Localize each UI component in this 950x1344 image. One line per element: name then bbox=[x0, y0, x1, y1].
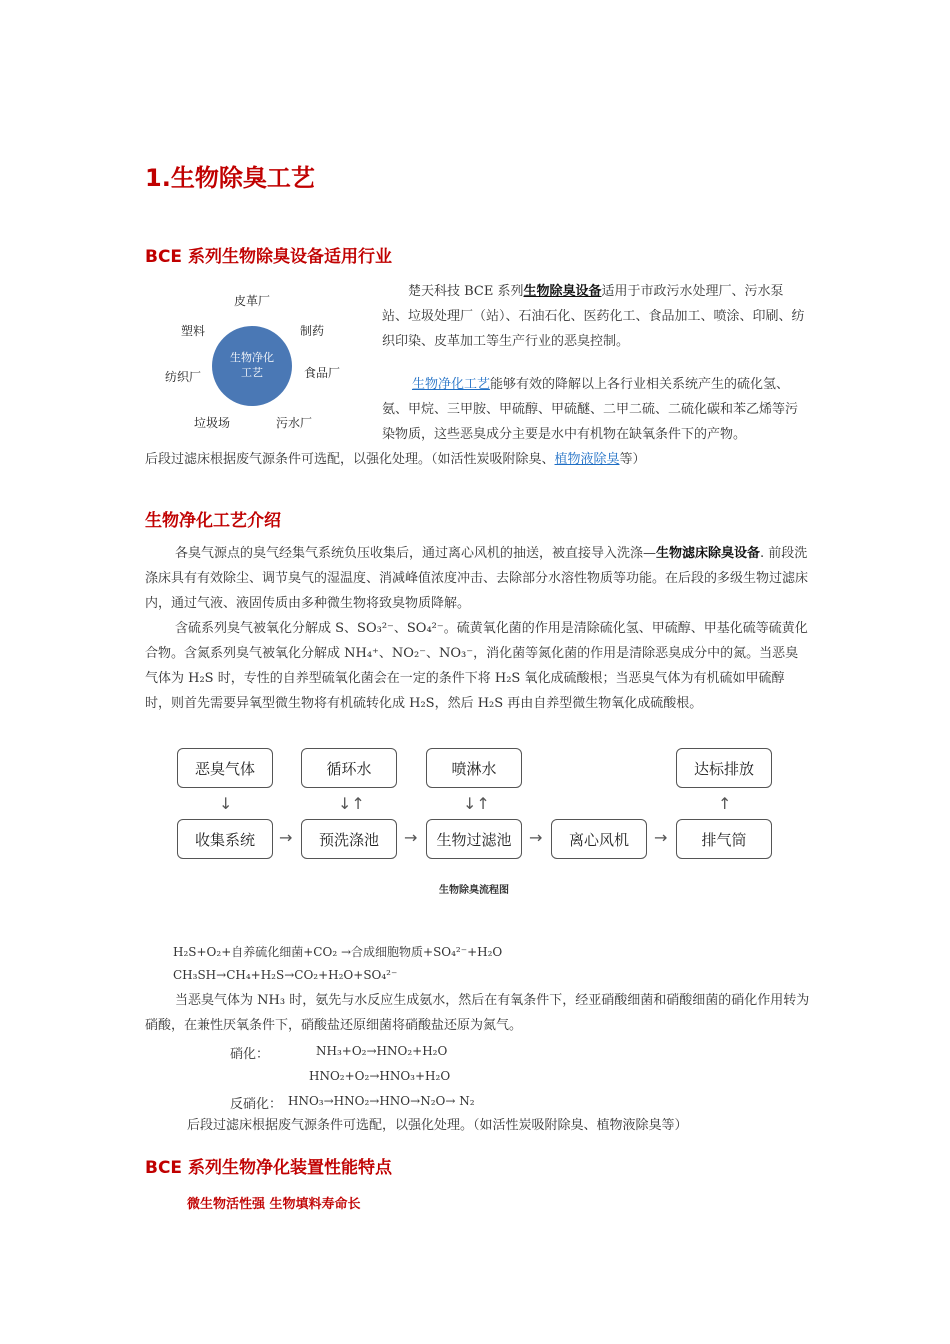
section-heading-features: BCE 系列生物净化装置性能特点 bbox=[145, 1158, 392, 1178]
denitrification-label: 反硝化： bbox=[230, 1097, 283, 1112]
diagram-item: 皮革厂 bbox=[234, 294, 271, 308]
section-heading-process-intro: 生物净化工艺介绍 bbox=[145, 511, 281, 531]
nitrification-label: 硝化： bbox=[230, 1047, 270, 1062]
process-intro-paragraph: 各臭气源点的臭气经集气系统负压收集后，通过离心风机的抽送，被直接导入洗涤—生物滤床除臭设备. 前段洗涤床具有有效除尘、调节臭气的湿温度、消减峰值浓度冲击、去除部分水溶性物质等功能。在后段的多级生物过滤床内，通过气液、液固传质由多种微生物将致臭物质降解。 bbox=[145, 546, 809, 611]
feature-line: 微生物活性强 生物填料寿命长 bbox=[187, 1197, 361, 1212]
diagram-item: 食品厂 bbox=[304, 366, 341, 380]
diagram-center-label: 生物净化工艺 bbox=[230, 351, 274, 379]
arrow-right-icon: → bbox=[404, 828, 418, 847]
nitrification-formula-2: HNO₂+O₂→HNO₃+H₂O bbox=[309, 1069, 451, 1083]
industries-paragraph: 楚天科技 BCE 系列生物除臭设备适用于市政污水处理厂、污水泵站、垃圾处理厂（站）、石油石化、医药化工、食品加工、喷涂、印刷、纺织印染、皮革加工等生产行业的恶臭控制。 bbox=[382, 284, 805, 349]
bio-filter-equipment-term: 生物滤床除臭设备 bbox=[656, 546, 761, 561]
ammonia-paragraph: 当恶臭气体为 NH₃ 时，氨先与水反应生成氨水，然后在有氧条件下，经亚硝酸细菌和硝酸细菌的硝化作用转为硝酸，在兼性厌氧条件下，硝酸盐还原细菌将硝酸盐还原为氮气。 bbox=[145, 993, 810, 1033]
flow-box-odor-gas: 恶臭气体 bbox=[177, 748, 273, 788]
flow-box-stack: 排气筒 bbox=[676, 819, 772, 859]
flow-box-spray-water: 喷淋水 bbox=[426, 748, 522, 788]
flow-caption: 生物除臭流程图 bbox=[439, 885, 509, 896]
arrow-right-icon: → bbox=[279, 828, 293, 847]
flow-box-prewash: 预洗涤池 bbox=[301, 819, 397, 859]
arrow-down-icon: ↓ bbox=[219, 794, 233, 813]
diagram-item: 制药 bbox=[300, 324, 325, 338]
oxidation-paragraph: 含硫系列臭气被氧化分解成 S、SO₃²⁻、SO₄²⁻。硫黄氧化菌的作用是清除硫化氢、甲硫醇、甲基化硫等硫黄化合物。含氮系列臭气被氧化分解成 NH₄⁺、NO₂⁻、NO₃⁻，消化菌等氮化菌的作用是清除恶臭成分中的氮。当恶臭气体为 H₂S 时，专性的自养型硫氧化菌会在一定的条件下将 H₂S 氧化成硫酸根；当恶臭气体为有机硫如甲硫醇时，则首先需要异氧型微生物将有机硫转化成 H₂S，然后 H₂S 再由自养型微生物氧化成硫酸根。 bbox=[145, 621, 808, 711]
arrow-down-up-icon: ↓↑ bbox=[463, 794, 490, 813]
nitrification-formula-1: NH₃+O₂→HNO₂+H₂O bbox=[316, 1044, 448, 1058]
arrow-down-up-icon: ↓↑ bbox=[338, 794, 365, 813]
diagram-item: 垃圾场 bbox=[194, 416, 231, 430]
denitrification-formula: HNO₃→HNO₂→HNO→N₂O→ N₂ bbox=[288, 1094, 475, 1108]
diagram-item: 塑料 bbox=[181, 324, 206, 338]
process-paragraph: 生物净化工艺能够有效的降解以上各行业相关系统产生的硫化氢、氨、甲烷、三甲胺、甲硫醇、甲硫醚、二甲二硫、二硫化碳和苯乙烯等污染物质，这些恶臭成分主要是水中有机物在缺氧条件下的产物。 bbox=[382, 377, 799, 442]
arrow-right-icon: → bbox=[654, 828, 668, 847]
formula-h2s: H₂S+O₂+自养硫化细菌+CO₂ →合成细胞物质+SO₄²⁻+H₂O bbox=[173, 945, 503, 959]
bio-purification-link[interactable]: 生物净化工艺 bbox=[412, 377, 491, 392]
arrow-right-icon: → bbox=[529, 828, 543, 847]
formula-ch3sh: CH₃SH→CH₄+H₂S→CO₂+H₂O+SO₄²⁻ bbox=[173, 968, 398, 982]
page-title: 1.生物除臭工艺 bbox=[145, 164, 315, 192]
diagram-item: 污水厂 bbox=[276, 416, 313, 430]
flow-box-fan: 离心风机 bbox=[551, 819, 647, 859]
diagram-item: 纺织厂 bbox=[165, 370, 202, 384]
arrow-up-icon: ↑ bbox=[718, 794, 732, 813]
flow-box-discharge: 达标排放 bbox=[676, 748, 772, 788]
bio-deodorization-equipment-term: 生物除臭设备 bbox=[523, 284, 602, 299]
optional-filter-paragraph-2: 后段过滤床根据废气源条件可选配，以强化处理。（如活性炭吸附除臭、植物液除臭等） bbox=[187, 1118, 688, 1133]
optional-filter-paragraph: 后段过滤床根据废气源条件可选配，以强化处理。（如活性炭吸附除臭、植物液除臭等） bbox=[145, 452, 646, 467]
flow-box-circulating-water: 循环水 bbox=[301, 748, 397, 788]
flow-box-biofilter: 生物过滤池 bbox=[426, 819, 522, 859]
plant-liquid-link[interactable]: 植物液除臭 bbox=[554, 452, 620, 467]
section-heading-industries: BCE 系列生物除臭设备适用行业 bbox=[145, 247, 392, 267]
flow-box-collection: 收集系统 bbox=[177, 819, 273, 859]
